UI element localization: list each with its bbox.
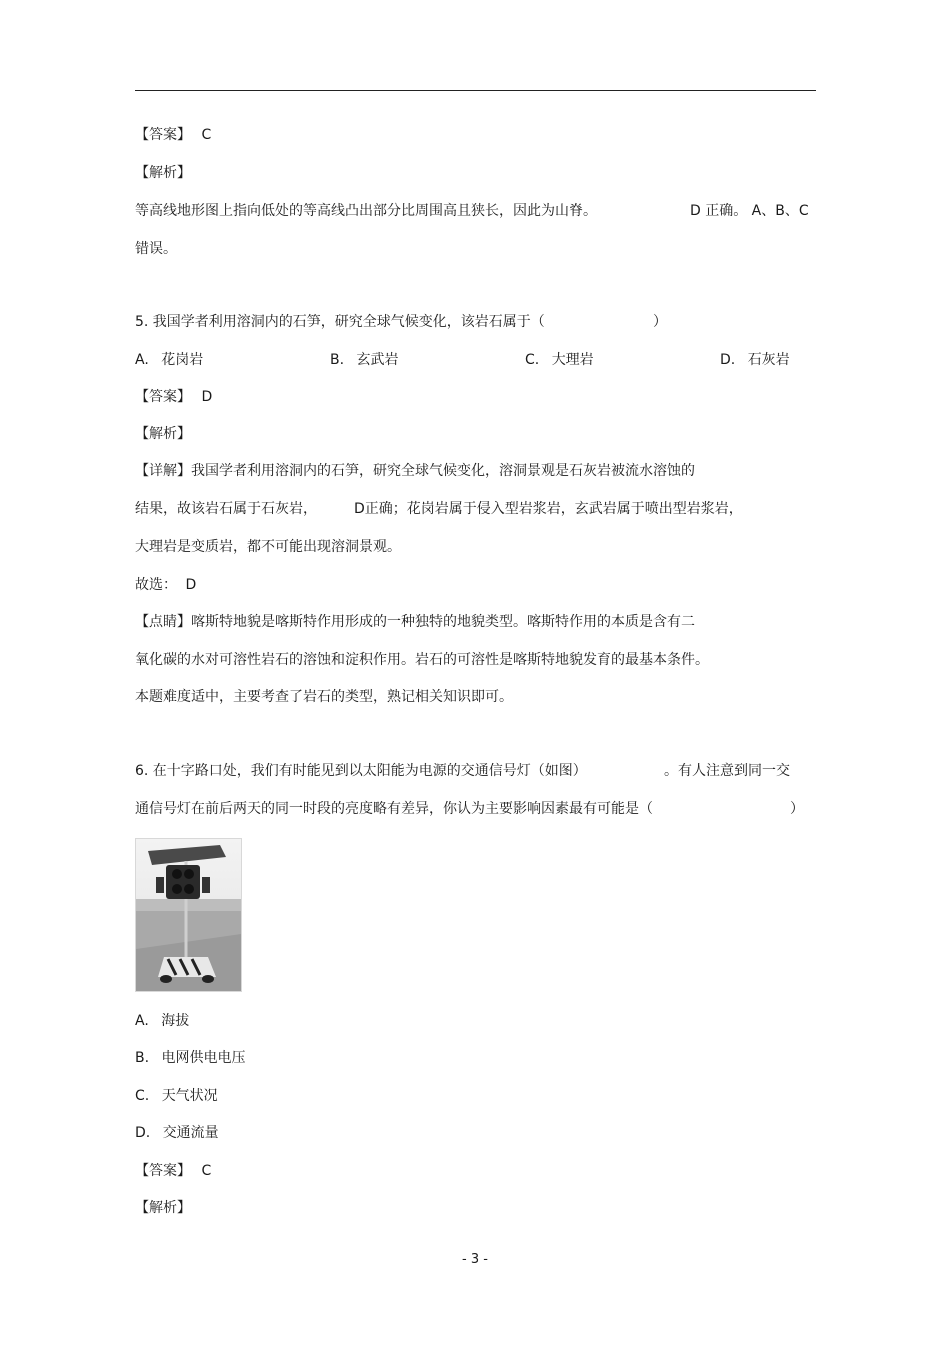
q4-analysis-line1a: 等高线地形图上指向低处的等高线凸出部分比周围高且狭长，因此为山脊。 <box>135 203 597 219</box>
q6-option-b: B. 电网供电电压 <box>135 1050 246 1066</box>
q4-analysis-line2: 错误。 <box>135 241 177 257</box>
q5-option-d: D. 石灰岩 <box>720 352 790 368</box>
q4-analysis-label: 【解析】 <box>135 165 191 181</box>
answer-value: C <box>201 127 212 143</box>
q6-analysis-label: 【解析】 <box>135 1200 191 1216</box>
q6-stem-line2a: 通信号灯在前后两天的同一时段的亮度略有差异，你认为主要影响因素最有可能是（ <box>135 801 653 817</box>
q5-detail-line2b: D正确；花岗岩属于侵入型岩浆岩，玄武岩属于喷出型岩浆岩， <box>354 501 743 517</box>
answer-label: 【答案】 <box>135 389 191 405</box>
q5-option-a: A. 花岗岩 <box>135 352 204 368</box>
q5-point-line2: 氧化碳的水对可溶性岩石的溶蚀和淀积作用。岩石的可溶性是喀斯特地貌发育的最基本条件。 <box>135 652 709 668</box>
answer-value: D <box>201 389 213 405</box>
q5-stem-a: 5. 我国学者利用溶洞内的石笋，研究全球气候变化，该岩石属于（ <box>135 314 545 330</box>
q6-stem-line2b: ） <box>790 801 804 817</box>
q5-detail-line3: 大理岩是变质岩，都不可能出现溶洞景观。 <box>135 539 401 555</box>
q4-answer <box>135 125 211 145</box>
answer-label: 【答案】 <box>135 1163 191 1179</box>
q4-analysis-line1b: D 正确。 A、B、C <box>690 203 809 219</box>
q5-stem-b: ） <box>653 314 667 330</box>
q5-answer <box>135 387 212 407</box>
q5-detail-line1: 【详解】我国学者利用溶洞内的石笋，研究全球气候变化，溶洞景观是石灰岩被流水溶蚀的 <box>135 463 695 479</box>
q5-point-line3: 本题难度适中，主要考查了岩石的类型，熟记相关知识即可。 <box>135 689 513 705</box>
solar-traffic-light-illustration <box>136 839 241 991</box>
q5-point-line1: 【点睛】喀斯特地貌是喀斯特作用形成的一种独特的地貌类型。喀斯特作用的本质是含有二 <box>135 614 695 630</box>
q5-option-b: B. 玄武岩 <box>330 352 399 368</box>
q6-option-c: C. 天气状况 <box>135 1088 218 1104</box>
answer-label: 【答案】 <box>135 127 191 143</box>
q6-stem-line1b: 。有人注意到同一交 <box>664 763 790 779</box>
header-rule <box>135 90 816 91</box>
q6-stem-line1a: 6. 在十字路口处，我们有时能见到以太阳能为电源的交通信号灯（如图） <box>135 763 587 779</box>
q6-option-a: A. 海拔 <box>135 1013 190 1029</box>
q6-option-d: D. 交通流量 <box>135 1125 219 1141</box>
q5-option-c: C. 大理岩 <box>525 352 594 368</box>
q5-analysis-label: 【解析】 <box>135 426 191 442</box>
q5-choose: 故选： D <box>135 577 197 593</box>
page-number: - 3 - <box>462 1252 488 1267</box>
q6-answer <box>135 1161 211 1181</box>
q5-detail-line2a: 结果，故该岩石属于石灰岩， <box>135 501 317 517</box>
answer-value: C <box>201 1163 212 1179</box>
traffic-light-figure <box>135 838 242 992</box>
